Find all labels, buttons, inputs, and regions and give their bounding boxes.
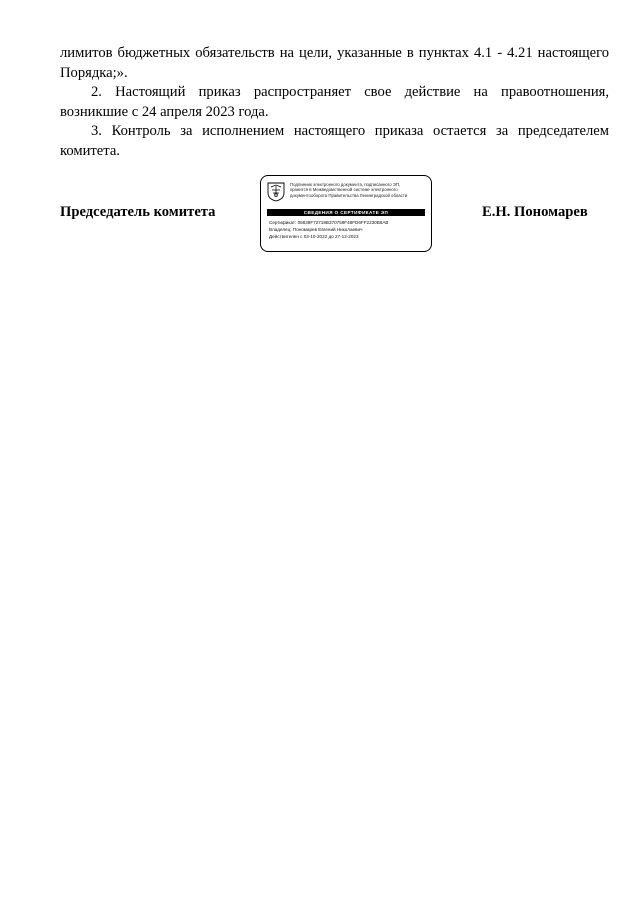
stamp-owner: Владелец: Пономарев Евгений Николаевич <box>269 227 363 232</box>
stamp-header <box>290 182 428 198</box>
stamp-certificate-band: СВЕДЕНИЯ О СЕРТИФИКАТЕ ЭП <box>267 209 425 216</box>
document-body <box>60 44 609 162</box>
paragraph-item-3: 3. Контроль за исполнением настоящего приказа остается за председателем комитета. <box>60 123 609 159</box>
stamp-validity: Действителен с 03-10-2022 до 27-12-2023 <box>269 234 359 239</box>
paragraph-item-2: 2. Настоящий приказ распространяет свое действие на правоотношения, возникшие с 24 апреля 2023 года. <box>60 84 609 120</box>
stamp-header-line: документооборота Правительства Ленинградской области <box>290 192 408 198</box>
stamp-header-line: хранится в Межведомственной системе электронного <box>290 187 398 193</box>
paragraph-continuation: лимитов бюджетных обязательств на цели, указанные в пунктах 4.1 - 4.21 настоящего Порядка;». <box>60 45 609 81</box>
coat-of-arms-icon <box>267 182 285 202</box>
electronic-signature-stamp <box>260 175 432 252</box>
signatory-title: Председатель комитета <box>60 204 216 220</box>
stamp-header-line: Подлинник электронного документа, подписанного ЭП, <box>290 182 401 187</box>
signatory-name: Е.Н. Пономарев <box>482 204 588 220</box>
stamp-certificate-number: Сертификат: 06839F72718B370759F48FD6FF2230B6AB <box>269 220 389 225</box>
